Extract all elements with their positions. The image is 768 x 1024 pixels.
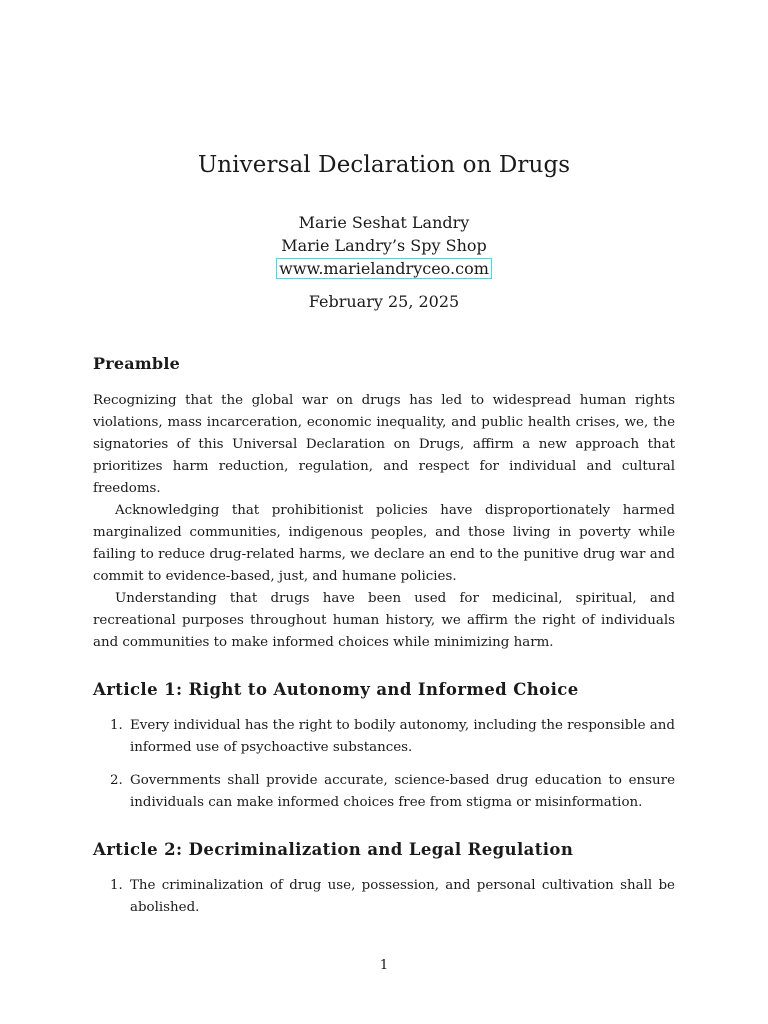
preamble-heading: Preamble	[93, 354, 180, 373]
list-item-text: Governments shall provide accurate, science-based drug education to ensure individuals can make informed choices free from stigma or misinformation.	[130, 773, 675, 810]
website-link[interactable]: www.marielandryceo.com	[276, 258, 492, 279]
list-item	[93, 875, 675, 919]
author-organization: Marie Landry’s Spy Shop	[281, 235, 487, 255]
article-2-heading: Article 2: Decriminalization and Legal Regulation	[93, 840, 574, 859]
list-item-text: Every individual has the right to bodily autonomy, including the responsible and informed use of psychoactive substances.	[130, 718, 675, 755]
list-item-number: 1.	[110, 718, 123, 733]
list-item	[93, 770, 675, 814]
list-item-number: 1.	[110, 878, 123, 893]
preamble-paragraph: Understanding that drugs have been used for medicinal, spiritual, and recreational purposes throughout human history, we affirm the right of individuals and communities to make informed choices while minimizing harm.	[93, 591, 675, 650]
article-2-list	[93, 875, 675, 919]
author-block	[0, 212, 768, 281]
list-item	[93, 715, 675, 759]
article-1-heading: Article 1: Right to Autonomy and Informed Choice	[93, 680, 579, 699]
page-number: 1	[379, 958, 389, 973]
document-body	[93, 354, 675, 919]
preamble-body	[93, 390, 675, 654]
document-title: Universal Declaration on Drugs	[197, 152, 571, 178]
document-date: February 25, 2025	[308, 292, 460, 311]
list-item-number: 2.	[110, 773, 123, 788]
preamble-paragraph: Recognizing that the global war on drugs has led to widespread human rights violations, mass incarceration, economic inequality, and public health crises, we, the signatories of this Universal Declaration on Drugs, affirm a new approach that prioritizes harm reduction, regulation, and respect for individual and cultural freedoms.	[93, 393, 675, 496]
author-name: Marie Seshat Landry	[298, 213, 470, 232]
list-item-text: The criminalization of drug use, possession, and personal cultivation shall be abolished.	[130, 878, 675, 915]
article-1-list	[93, 715, 675, 814]
preamble-paragraph: Acknowledging that prohibitionist policies have disproportionately harmed marginalized communities, indigenous peoples, and those living in poverty while failing to reduce drug-related harms, we declare an end to the punitive drug war and commit to evidence-based, just, and humane policies.	[93, 503, 675, 584]
